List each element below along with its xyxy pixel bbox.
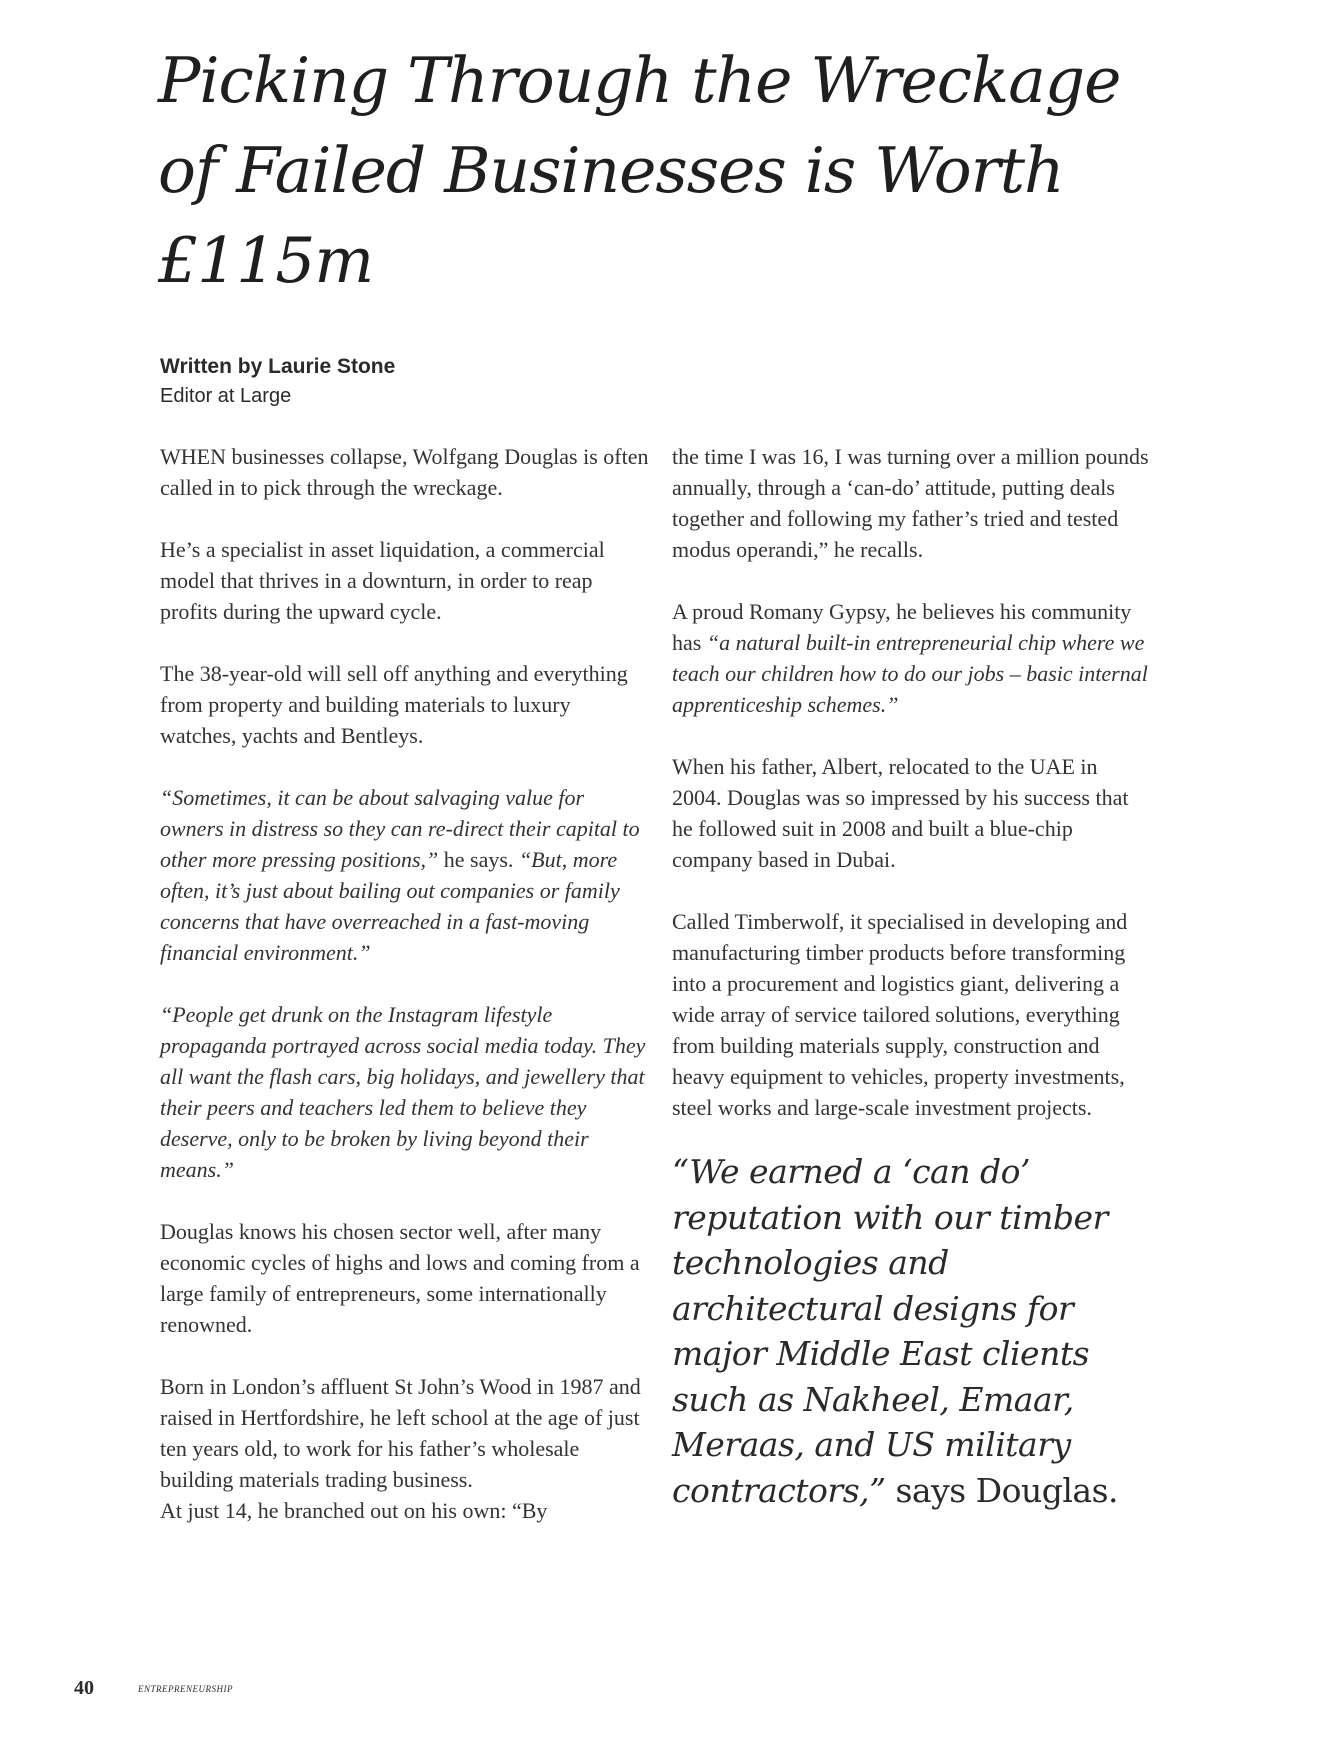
paragraph: The 38-year-old will sell off anything and everything from property and building materials to luxury watches, yachts and Bentleys. xyxy=(160,661,628,748)
author-name: Written by Laurie Stone xyxy=(160,355,396,378)
paragraph: the time I was 16, I was turning over a million pounds annually, through a ‘can-do’ attitude, putting deals together and following my father’s tried and tested modus operandi,” he recalls. xyxy=(672,444,1149,562)
paragraph: Called Timberwolf, it specialised in developing and manufacturing timber products before transforming into a procurement and logistics giant, delivering a wide array of service tailored solutions, everything from building materials supply, construction and heavy equipment to vehicles, property investments, steel works and large-scale investment projects. xyxy=(672,909,1128,1120)
paragraph: Douglas knows his chosen sector well, after many economic cycles of highs and lows and coming from a large family of entrepreneurs, some internationally renowned. xyxy=(160,1219,640,1337)
pull-quote-attribution: says Douglas. xyxy=(885,1470,1119,1510)
paragraph: Born in London’s affluent St John’s Wood in 1987 and raised in Hertfordshire, he left school at the age of just ten years old, to work for his father’s wholesale building materials trading business. xyxy=(160,1374,641,1492)
byline xyxy=(160,352,395,410)
quote-text: “Sometimes, it can be about salvaging value for owners in distress so they can re-direct their capital to other more pressing positions,” xyxy=(160,785,640,872)
paragraph: He’s a specialist in asset liquidation, a commercial model that thrives in a downturn, in order to reap profits during the upward cycle. xyxy=(160,537,605,624)
quote-paragraph xyxy=(160,782,650,968)
paragraph: When his father, Albert, relocated to the UAE in 2004. Douglas was so impressed by his success that he followed suit in 2008 and built a blue-chip company based in Dubai. xyxy=(672,754,1129,872)
speaker-tag: he says. xyxy=(438,847,519,872)
quote-text: “But, more often, it’s just about bailing out companies or family concerns that have overreached in a fast-moving financial environment.” xyxy=(160,847,620,965)
paragraph: WHEN businesses collapse, Wolfgang Douglas is often called in to pick through the wreckage. xyxy=(160,444,649,500)
page-footer xyxy=(74,1677,233,1700)
section-label: ENTREPRENEURSHIP xyxy=(138,1683,233,1694)
pull-quote xyxy=(672,1149,1152,1513)
paragraph: At just 14, he branched out on his own: “By xyxy=(160,1498,548,1523)
pull-quote-text: “We earned a ‘can do’ reputation with our timber technologies and architectural designs for major Middle East clients such as Nakheel, Emaar, Meraas, and US military contractors,” xyxy=(672,1152,1108,1510)
author-role: Editor at Large xyxy=(160,385,292,407)
quote-text: “a natural built-in entrepreneurial chip where we teach our children how to do our jobs – basic internal apprenticeship schemes.” xyxy=(672,630,1148,717)
left-column xyxy=(160,441,650,1557)
page-number: 40 xyxy=(74,1677,94,1699)
quote-text: “People get drunk on the Instagram lifestyle propaganda portrayed across social media today. They all want the flash cars, big holidays, and jewellery that their peers and teachers led them to believe they deserve, only to be broken by living beyond their means.” xyxy=(160,1002,646,1182)
right-column xyxy=(672,441,1152,1513)
quote-paragraph xyxy=(160,999,650,1185)
article-title: Picking Through the Wreckage of Failed Businesses is Worth £115m xyxy=(158,44,1121,297)
paragraph xyxy=(672,596,1152,720)
paragraph-intro: A proud Romany Gypsy, he believes his community has xyxy=(672,599,1132,655)
